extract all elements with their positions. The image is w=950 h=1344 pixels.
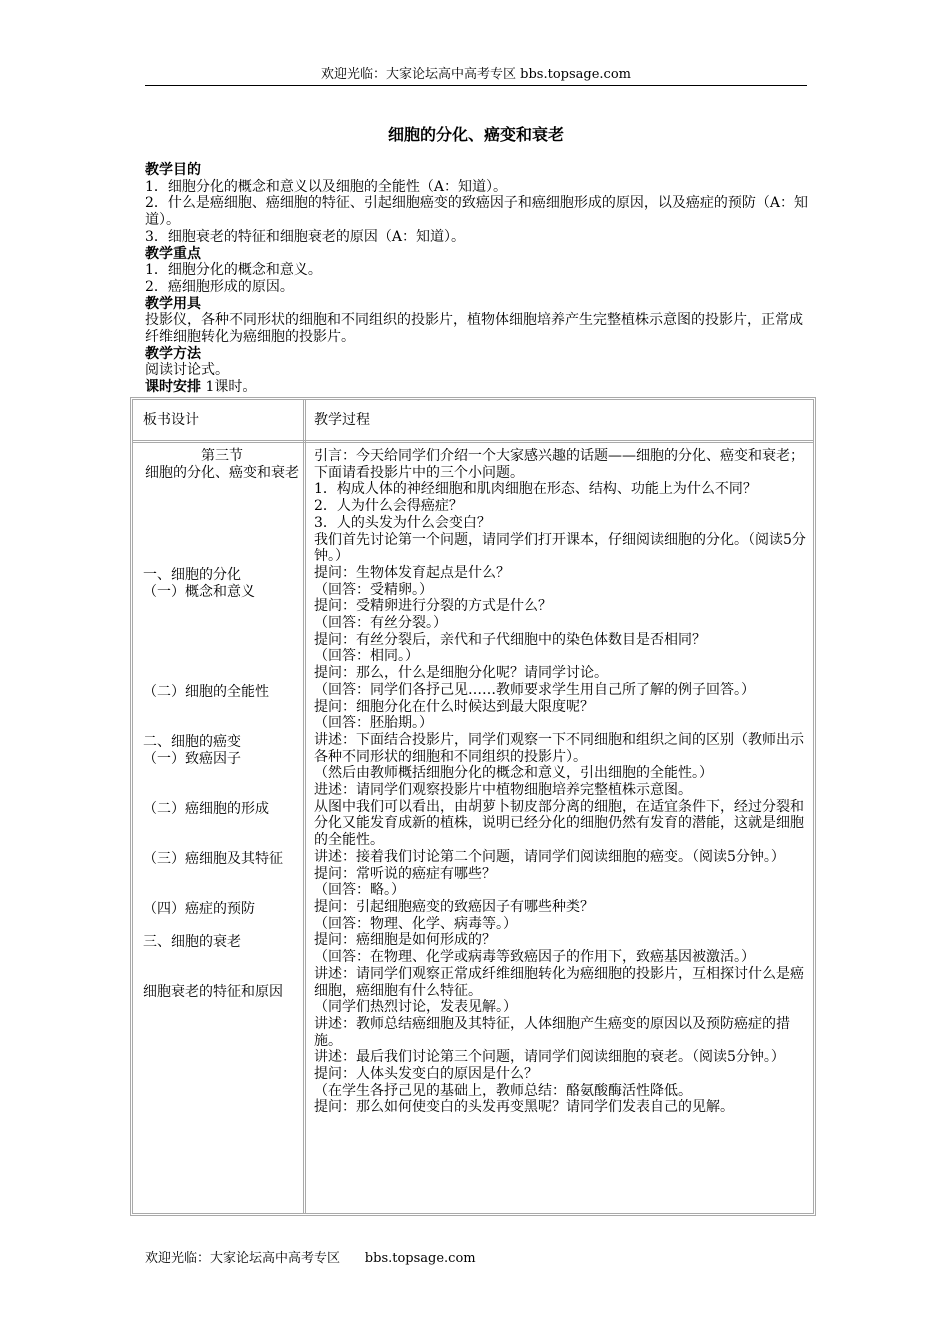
process-paragraph: 讲述：下面结合投影片，同学们观察一下不同细胞和组织之间的区别（教师出示各种不同形状的细胞和不同组织的投影片）。 [314,731,804,765]
lesson-intro [145,162,810,396]
process-paragraph: 提问：细胞分化在什么时候达到最大限度呢？ [314,698,594,715]
process-paragraph: （回答：略。） [314,882,405,899]
process-paragraph: （回答：在物理、化学或病毒等致癌因子的作用下，致癌基因被激活。） [314,949,755,966]
process-paragraph: 提问：那么，什么是细胞分化呢？请同学讨论。 [314,665,608,682]
process-paragraph: （同学们热烈讨论，发表见解。） [314,999,517,1016]
lesson-table [130,397,816,1216]
process-paragraph: 进述：请同学们观察投影片中植物细胞培养完整植株示意图。 [314,782,692,799]
process-paragraph: 讲述：接着我们讨论第二个问题，请同学们阅读细胞的癌变。（阅读5分钟。） [314,848,785,865]
header-divider [133,440,813,443]
process-paragraph: （回答：同学们各抒己见……教师要求学生用自己所了解的例子回答。） [314,681,755,698]
board-item: 细胞的分化、癌变和衰老 [145,465,299,481]
process-paragraph: （回答：胚胎期。） [314,715,433,732]
process-paragraph: （在学生各抒己见的基础上，教师总结：酪氨酸酶活性降低。 [314,1082,692,1099]
process-paragraph: （回答：相同。） [314,648,419,665]
aims-heading: 教学目的 [145,162,201,178]
focus-item: 1．细胞分化的概念和意义。 [145,262,322,279]
process-paragraph: 引言：今天给同学们介绍一个大家感兴趣的话题——细胞的分化、癌变和衰老；下面请看投影片中的三个小问题。 [314,448,804,481]
board-item: （一）致癌因子 [143,751,241,767]
process-paragraph: 提问：受精卵进行分裂的方式是什么？ [314,598,552,615]
column-divider [303,400,306,1213]
page-header: 欢迎光临：大家论坛高中高考专区 bbs.topsage.com [321,67,631,82]
process-paragraph: 提问：人体头发变白的原因是什么？ [314,1066,538,1083]
process-paragraph: 从图中我们可以看出，由胡萝卜韧皮部分离的细胞，在适宜条件下，经过分裂和分化又能发育成新的植株，说明已经分化的细胞仍然有发育的潜能，这就是细胞的全能性。 [314,798,804,849]
process-paragraph: （回答：有丝分裂。） [314,615,447,632]
process-paragraph: 讲述：最后我们讨论第三个问题，请同学们阅读细胞的衰老。（阅读5分钟。） [314,1049,785,1066]
process-paragraph: （回答：物理、化学、病毒等。） [314,915,517,932]
process-paragraph: 提问：癌细胞是如何形成的？ [314,932,496,949]
method-text: 阅读讨论式。 [145,362,229,379]
board-item: 一、细胞的分化 [143,567,241,583]
tools-heading: 教学用具 [145,295,201,312]
process-paragraph: 3．人的头发为什么会变白？ [314,514,491,531]
process-paragraph: 讲述：教师总结癌细胞及其特征，人体细胞产生癌变的原因以及预防癌症的措施。 [314,1015,790,1049]
method-heading: 教学方法 [145,345,201,362]
focus-item: 2．癌细胞形成的原因。 [145,278,294,295]
teaching-process-header: 教学过程 [314,412,370,428]
board-design-header: 板书设计 [143,412,199,428]
process-paragraph: 我们首先讨论第一个问题，请同学们打开课本，仔细阅读细胞的分化。（阅读5分钟。） [314,531,806,565]
board-item: （三）癌细胞及其特征 [143,851,283,867]
aims-item: 1．细胞分化的概念和意义以及细胞的全能性（A：知道）。 [145,178,508,195]
process-paragraph: 提问：有丝分裂后，亲代和子代细胞中的染色体数目是否相同？ [314,631,706,648]
board-item: （一）概念和意义 [143,584,255,600]
schedule-heading: 课时安排 [145,379,201,396]
process-paragraph: 1．构成人体的神经细胞和肌肉细胞在形态、结构、功能上为什么不同？ [314,481,757,498]
focus-heading: 教学重点 [145,245,201,262]
schedule-line [145,379,810,396]
process-paragraph: （回答：受精卵。） [314,581,433,598]
board-item: 细胞衰老的特征和原因 [143,984,283,1000]
teaching-process-column [314,448,810,1116]
process-paragraph: 提问：引起细胞癌变的致癌因子有哪些种类？ [314,898,594,915]
process-paragraph: （然后由教师概括细胞分化的概念和意义，引出细胞的全能性。） [314,765,713,782]
board-item: （四）癌症的预防 [143,901,255,917]
process-paragraph: 讲述：请同学们观察正常成纤维细胞转化为癌细胞的投影片，互相探讨什么是癌细胞，癌细胞有什么特征。 [314,965,804,999]
page-footer: 欢迎光临：大家论坛高中高考专区 bbs.topsage.com [145,1251,476,1266]
aims-item: 3．细胞衰老的特征和细胞衰老的原因（A：知道）。 [145,228,466,245]
tools-text: 投影仪，各种不同形状的细胞和不同组织的投影片，植物体细胞培养产生完整植株示意图的投影片，正常成纤维细胞转化为癌细胞的投影片。 [145,312,803,346]
process-paragraph: 提问：那么如何使变白的头发再变黑呢？请同学们发表自己的见解。 [314,1099,734,1116]
process-paragraph: 提问：生物体发育起点是什么？ [314,564,510,581]
board-item: （二）细胞的全能性 [143,684,269,700]
schedule-text: 1课时。 [201,379,257,396]
process-paragraph: 2．人为什么会得癌症？ [314,498,463,515]
board-item: 三、细胞的衰老 [143,934,241,950]
document-title: 细胞的分化、癌变和衰老 [387,125,564,144]
board-item: 第三节 [201,448,243,464]
aims-item: 2．什么是癌细胞、癌细胞的特征、引起细胞癌变的致癌因子和癌细胞形成的原因，以及癌症的预防（A：知道）。 [145,195,809,229]
board-item: （二）癌细胞的形成 [143,801,269,817]
header-rule [145,85,807,86]
board-item: 二、细胞的癌变 [143,734,241,750]
process-paragraph: 提问：常听说的癌症有哪些？ [314,865,496,882]
